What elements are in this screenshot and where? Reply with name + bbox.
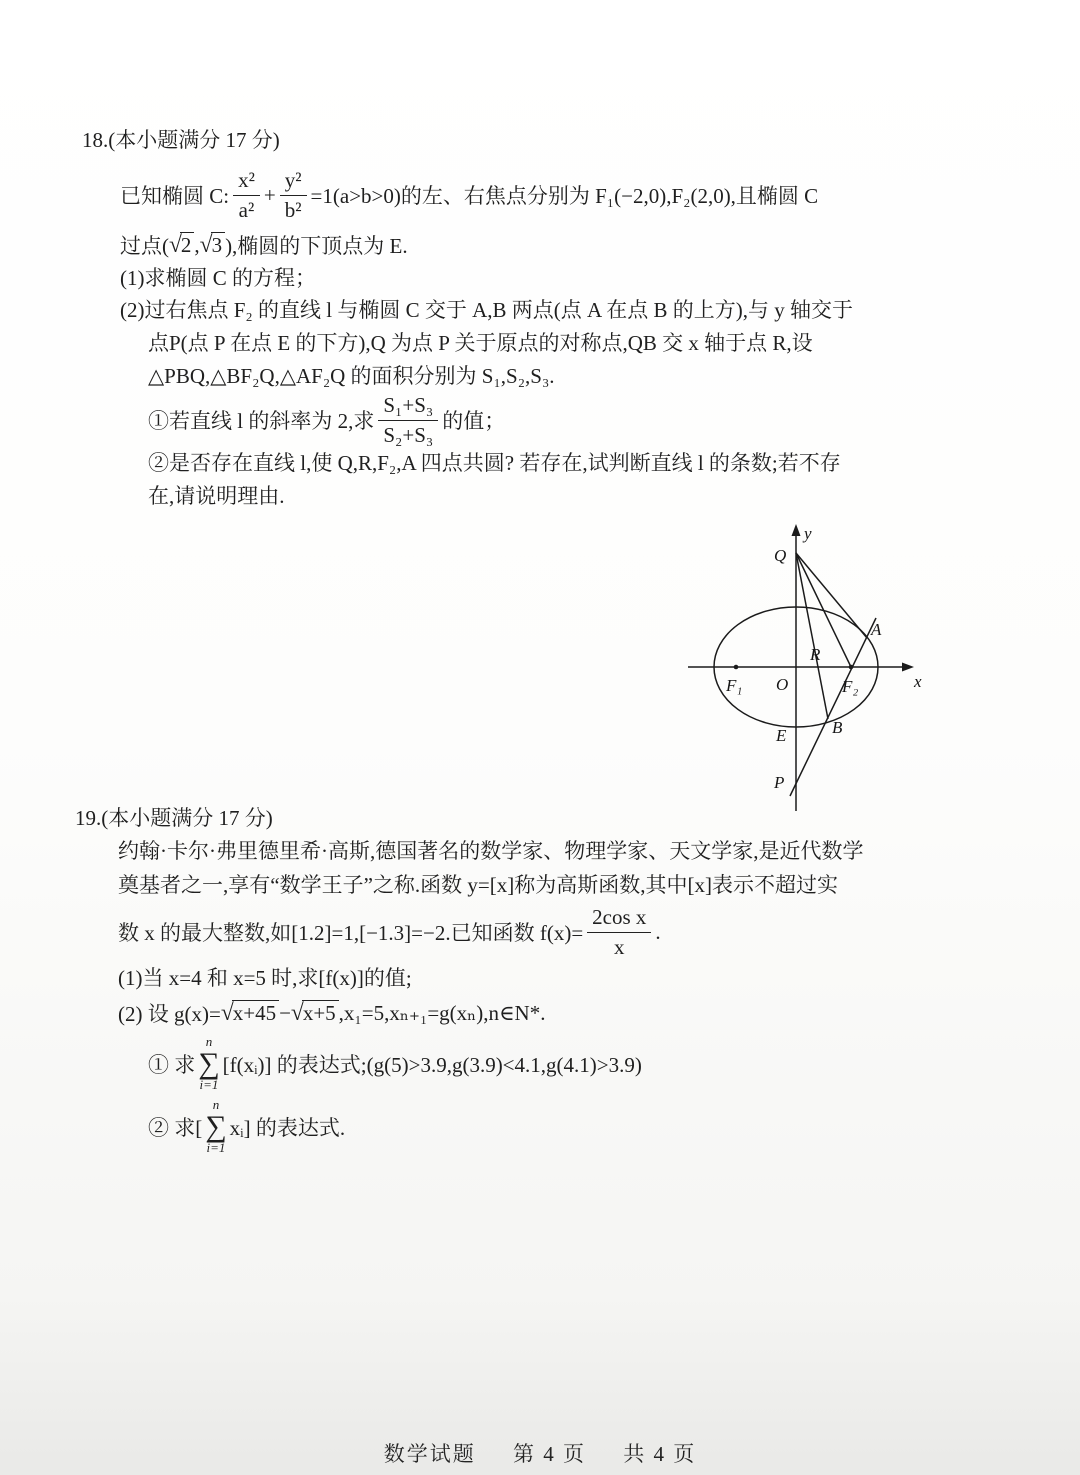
problem-18 bbox=[82, 126, 1022, 513]
intro-text-post: =1(a>b>0)的左、右焦点分别为 F₁(−2,0),F₂(2,0),且椭圆 C bbox=[310, 184, 819, 208]
label-R: R bbox=[810, 645, 821, 664]
problem-18-part1: (1)求椭圆 C 的方程； bbox=[120, 266, 316, 290]
problem-18-sub1 bbox=[148, 393, 1022, 447]
sub1-text-post: [f(xᵢ)] 的表达式;(g(5)>3.9,g(3.9)<4.1,g(4.1)>3.9) bbox=[222, 1053, 642, 1077]
sub1-text-pre: ①若直线 l 的斜率为 2,求 bbox=[148, 409, 375, 433]
sqrt-3: √3 bbox=[200, 232, 225, 259]
summation-symbol: n ∑ i=1 bbox=[198, 1034, 220, 1093]
problem-18-intro-line bbox=[120, 162, 1022, 228]
ellipse-diagram bbox=[648, 515, 968, 815]
problem-19-part1: (1)当 x=4 和 x=5 时,求[f(x)]的值; bbox=[118, 966, 412, 990]
sub1-text-post: 的值； bbox=[442, 409, 506, 433]
problem-19-para-line1: 约翰·卡尔·弗里德里希·高斯,德国著名的数学家、物理学家、天文学家,是近代数学 bbox=[118, 839, 864, 863]
page-footer bbox=[0, 1438, 1080, 1468]
sqrt-2: √2 bbox=[169, 232, 194, 259]
part2-text-post: ,x₁=5,xₙ₊₁=g(xₙ),n∈N*. bbox=[338, 1000, 546, 1025]
fraction-x2-a2: $\frac{\text{x²}}{\text{a²}}$ bbox=[233, 168, 260, 221]
problem-19-sub2 bbox=[148, 1096, 1025, 1158]
footer-page-number: 第 4 页 bbox=[513, 1442, 586, 1466]
plus-sign: + bbox=[263, 182, 276, 207]
label-x: x bbox=[914, 672, 922, 691]
label-O: O bbox=[776, 675, 789, 694]
intro-text-pre: 已知椭圆 C: bbox=[120, 184, 230, 208]
part2-text-pre: (2) 设 g(x)= bbox=[118, 1002, 221, 1026]
problem-18-point-line bbox=[120, 228, 1022, 262]
footer-total-pages: 共 4 页 bbox=[623, 1442, 697, 1466]
label-E: E bbox=[776, 726, 787, 745]
sqrt-x-plus-45: √x+45 bbox=[221, 1000, 279, 1027]
y-axis-arrow bbox=[792, 524, 801, 536]
label-Q: Q bbox=[774, 546, 787, 565]
problem-19-sub1 bbox=[148, 1032, 1025, 1096]
sqrt-x-plus-5: √x+5 bbox=[291, 1000, 339, 1027]
problem-19 bbox=[75, 802, 1025, 1158]
problem-19-header: 19.(本小题满分 17 分) bbox=[75, 806, 273, 830]
problem-19-para-line2: 奠基者之一,享有“数学王子”之称.函数 y=[x]称为高斯函数,其中[x]表示不超过实 bbox=[118, 873, 838, 897]
x-axis-arrow bbox=[902, 663, 914, 672]
label-B: B bbox=[832, 718, 843, 737]
para3-text-pre: 数 x 的最大整数,如[1.2]=1,[−1.3]=−2.已知函数 f(x)= bbox=[118, 921, 584, 945]
problem-18-part2-line1: (2)过右焦点 F₂ 的直线 l 与椭圆 C 交于 A,B 两点(点 A 在点 B 的上方),与 y 轴交于 bbox=[120, 298, 853, 322]
problem-18-sub2-line2: 在,请说明理由. bbox=[148, 484, 285, 508]
fraction-s1s3-s2s3: $\frac{\text{S₁+S₃}}{\text{S₂+S₃}}$ bbox=[378, 393, 438, 446]
sub2-text-pre: ② 求[ bbox=[148, 1116, 203, 1140]
problem-18-part2-line2: 点P(点 P 在点 E 的下方),Q 为点 P 关于原点的对称点,QB 交 x 轴于点 R,设 bbox=[148, 331, 813, 355]
sub2-text-post: xᵢ] 的表达式. bbox=[229, 1116, 346, 1140]
label-F2: F₂ bbox=[842, 677, 859, 696]
label-y: y bbox=[804, 524, 812, 543]
para3-text-post: . bbox=[655, 919, 661, 944]
problem-18-part2-line3: △PBQ,△BF₂Q,△AF₂Q 的面积分别为 S₁,S₂,S₃. bbox=[148, 364, 555, 388]
focus-F1-dot bbox=[734, 665, 739, 670]
label-F1: F₁ bbox=[726, 676, 743, 695]
problem-18-sub2-line1: ②是否存在直线 l,使 Q,R,F₂,A 四点共圆? 若存在,试判断直线 l 的条数;若不存 bbox=[148, 451, 841, 475]
focus-F2-dot bbox=[849, 665, 854, 670]
label-A: A bbox=[871, 620, 882, 639]
point-text-pre: 过点( bbox=[120, 234, 169, 258]
point-text-post: ),椭圆的下顶点为 E. bbox=[225, 234, 408, 258]
sub1-text-pre: ① 求 bbox=[148, 1053, 196, 1077]
problem-18-header: 18.(本小题满分 17 分) bbox=[82, 128, 280, 152]
minus-sign: − bbox=[279, 1000, 291, 1025]
comma: , bbox=[194, 232, 200, 257]
footer-doc-title: 数学试题 bbox=[383, 1442, 476, 1466]
summation-symbol: n ∑ i=1 bbox=[205, 1097, 227, 1156]
fraction-2cosx-x: $\frac{\text{2cos x}}{x}$ bbox=[587, 905, 651, 958]
problem-19-part2 bbox=[118, 994, 1025, 1032]
fraction-y2-b2: $\frac{\text{y²}}{\text{b²}}$ bbox=[280, 168, 307, 221]
label-P: P bbox=[774, 773, 785, 792]
problem-19-para-line3 bbox=[118, 902, 1025, 962]
line-l bbox=[790, 618, 876, 796]
segment-QB bbox=[796, 553, 828, 719]
